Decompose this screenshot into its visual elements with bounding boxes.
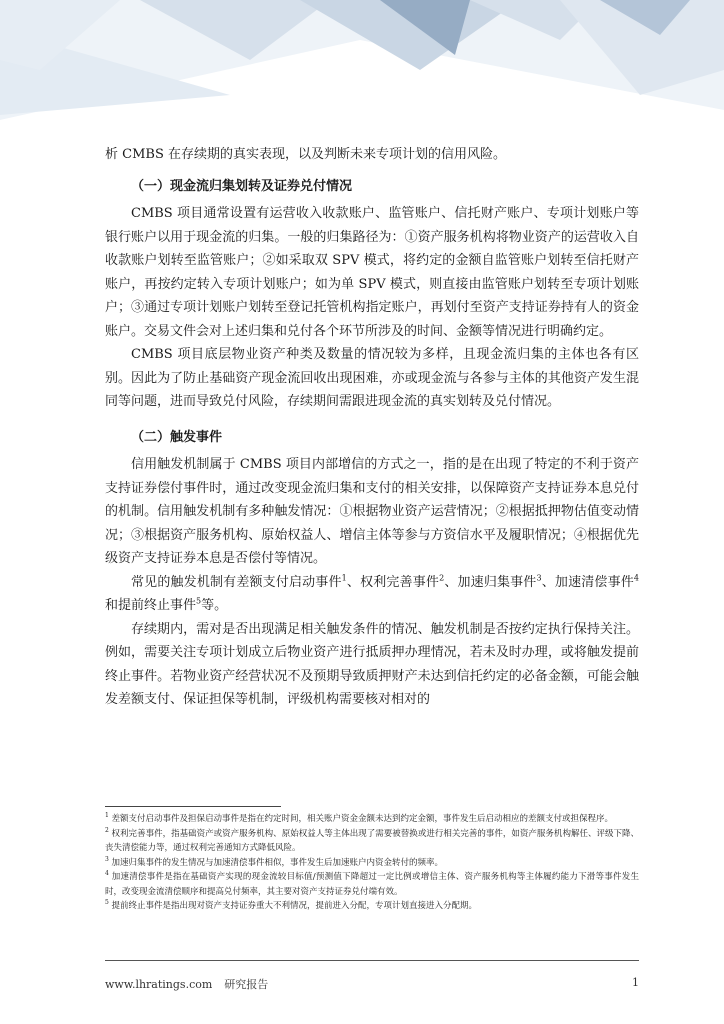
footnote-divider	[105, 806, 281, 807]
header-banner-decoration	[0, 0, 724, 140]
section1-paragraph-2: CMBS 项目底层物业资产种类及数量的情况较为多样，且现金流归集的主体也各有区别。因此为了防止基础资产现金流回收出现困难，亦或现金流与各参与主体的其他资产发生混同等问题，进而导致兑付风险，存续期间需跟进现金流的真实划转及兑付情况。	[105, 347, 639, 409]
footer-left	[105, 976, 280, 992]
footnote-3: $^3$ 加速归集事件的发生情况与加速清偿事件相似，事件发生后加速账户内资金转付的频率。	[105, 855, 444, 868]
section2-heading: （二）触发事件	[131, 429, 223, 445]
footnote-ref-1[interactable]: 1	[341, 573, 347, 583]
footnote-ref-4[interactable]: 4	[633, 573, 639, 583]
page-number: 1	[632, 976, 639, 989]
footnote-1: $^1$ 差额支付启动事件及担保启动事件是指在约定时间，相关账户资金金额未达到约定金额，事件发生后启动相应的差额支付或担保程序。	[105, 812, 614, 824]
footnote-ref-3[interactable]: 3	[536, 573, 542, 583]
section2-paragraph-2: 常见的触发机制有差额支付启动事件$^1$、权利完善事件$^2$、加速归集事件$^3$、加速清偿事件$^4$和提前终止事件$^5$等。	[105, 573, 639, 613]
footer-divider	[105, 960, 639, 961]
footnotes	[105, 812, 639, 914]
footnote-2: $^2$ 权利完善事件，指基础资产或资产服务机构、原始权益人等主体出现了需要被替换或进行相关完善的事件，如资产服务机构解任、评级下降、丧失清偿能力等，通过权利完善通知方式降低风险。	[105, 826, 639, 853]
footnote-ref-5[interactable]: 5	[196, 596, 202, 606]
footnote-4: $^4$ 加速清偿事件是指在基础资产实现的现金流较目标值/预测值下降超过一定比例或增信主体、资产服务机构等主体履约能力下滑等事件发生时，改变现金流清偿顺序和提高兑付频率，其主要对资产支持证券兑付端有效。	[105, 870, 640, 897]
section1-heading: （一）现金流归集划转及证券兑付情况	[131, 178, 353, 194]
section1-paragraph-1: CMBS 项目通常设置有运营收入收款账户、监管账户、信托财产账户、专项计划账户等银行账户以用于现金流的归集。一般的归集路径为：①资产服务机构将物业资产的运营收入自收款账户划转至监管账户；②如采取双 SPV 模式，将约定的金额自监管账户划转至信托财产账户，再按约定转入专项计划账户；如为单 SPV 模式，则直接由监管账户划转至专项计划账户；③通过专项计划账户划转至登记托管机构指定账户，再划付至资产支持证券持有人的资金账户。交易文件会对上述归集和兑付各个环节所涉及的时间、金额等情况进行明确约定。	[105, 206, 639, 339]
footnote-ref-2[interactable]: 2	[439, 573, 445, 583]
section2-paragraph-3: 存续期内，需对是否出现满足相关触发条件的情况、触发机制是否按约定执行保持关注。例如，需要关注专项计划成立后物业资产进行抵质押办理情况，若未及时办理，或将触发提前终止事件。若物业资产经营状况不及预期导致质押财产未达到信托约定的必备金额，可能会触发差额支付、保证担保等机制，评级机构需要核对相对的	[105, 621, 639, 707]
footnote-5: $^5$ 提前终止事件是指出现对资产支持证券重大不利情况，提前进入分配，专项计划直接进入分配期。	[105, 899, 478, 911]
main-content	[105, 143, 639, 712]
footer-website-link[interactable]: www.lhratings.com	[105, 978, 213, 991]
section2-paragraph-1: 信用触发机制属于 CMBS 项目内部增信的方式之一，指的是在出现了特定的不利于资产支持证券偿付事件时，通过改变现金流归集和支付的相关安排，以保障资产支持证券本息兑付的机制。信用触发机制有多种触发情况：①根据物业资产运营情况；②根据抵押物估值变动情况；③根据资产服务机构、原始权益人、增信主体等参与方资信水平及履职情况；④根据优先级资产支持证券本息是否偿付等情况。	[105, 457, 639, 566]
footer-doc-type: 研究报告	[224, 978, 269, 991]
intro-paragraph: 析 CMBS 在存续期的真实表现，以及判断未来专项计划的信用风险。	[105, 147, 506, 162]
